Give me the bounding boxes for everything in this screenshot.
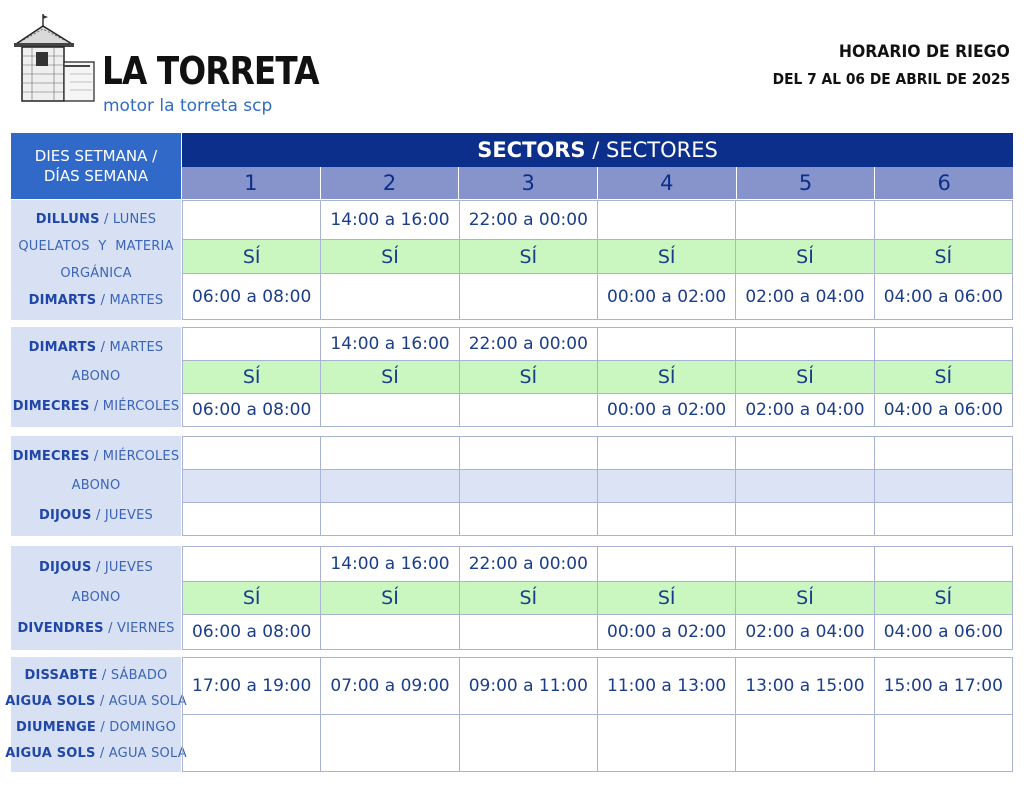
schedule-grid xyxy=(182,546,1013,650)
schedule-cell: SÍ xyxy=(182,240,320,273)
schedule-cell: 14:00 a 16:00 xyxy=(320,328,458,360)
sector-number: 6 xyxy=(875,167,1013,199)
day-label-spanish: QUELATOS Y MATERIA xyxy=(18,239,174,254)
day-label xyxy=(72,590,121,605)
schedule-cell xyxy=(459,715,597,771)
sectors-header-bold: SECTORS xyxy=(477,138,586,162)
schedule-cell xyxy=(182,547,320,581)
day-label-catalan: DIMARTS xyxy=(28,293,97,308)
schedule-cell xyxy=(182,715,320,771)
schedule-row xyxy=(182,615,1013,650)
day-label-catalan: DIMECRES xyxy=(12,449,90,465)
schedule-cell xyxy=(735,437,873,469)
schedule-cell xyxy=(320,503,458,535)
schedule-row xyxy=(182,437,1013,470)
schedule-cell: SÍ xyxy=(597,361,735,393)
schedule-cell xyxy=(597,201,735,239)
day-label-spanish: / JUEVES xyxy=(91,507,153,523)
schedule-cell xyxy=(182,503,320,535)
schedule-cell: 22:00 a 00:00 xyxy=(459,547,597,581)
schedule-cell: SÍ xyxy=(874,240,1013,273)
schedule-block xyxy=(11,200,1013,320)
schedule-cell: SÍ xyxy=(182,361,320,393)
day-label xyxy=(13,449,180,464)
schedule-cell: SÍ xyxy=(735,582,873,614)
schedule-cell: SÍ xyxy=(320,240,458,273)
sector-number: 4 xyxy=(598,167,737,199)
day-label-spanish: / SÁBADO xyxy=(97,668,168,684)
schedule-cell: SÍ xyxy=(874,582,1013,614)
schedule-cell: 13:00 a 15:00 xyxy=(735,658,873,714)
schedule-block xyxy=(11,436,1013,536)
schedule-cell: 17:00 a 19:00 xyxy=(182,658,320,714)
schedule-cell xyxy=(597,715,735,771)
schedule-cell xyxy=(597,437,735,469)
day-label-spanish: / MARTES xyxy=(96,293,164,308)
day-labels xyxy=(11,436,181,536)
sectors-header-rest: / SECTORES xyxy=(585,138,718,162)
schedule-cell xyxy=(182,201,320,239)
schedule-block xyxy=(11,327,1013,427)
sector-number: 2 xyxy=(321,167,460,199)
day-label-catalan: AIGUA SOLS xyxy=(5,745,96,761)
day-label xyxy=(5,746,187,761)
schedule-cell xyxy=(459,274,597,319)
schedule-row xyxy=(182,274,1013,320)
day-label-spanish: / DOMINGO xyxy=(96,719,176,735)
day-label xyxy=(72,369,121,384)
schedule-cell: SÍ xyxy=(459,582,597,614)
schedule-cell: 02:00 a 04:00 xyxy=(735,274,873,319)
schedule-cell: 15:00 a 17:00 xyxy=(874,658,1013,714)
schedule-cell xyxy=(320,715,458,771)
schedule-row xyxy=(182,394,1013,427)
schedule-row xyxy=(182,547,1013,582)
day-label xyxy=(16,720,176,735)
day-labels xyxy=(11,546,181,650)
schedule-cell xyxy=(320,470,458,502)
day-label-catalan: AIGUA SOLS xyxy=(5,694,96,710)
day-label-catalan: DIMARTS xyxy=(28,340,97,356)
page-title: HORARIO DE RIEGO xyxy=(839,42,1010,62)
sector-number: 3 xyxy=(459,167,598,199)
day-label-catalan: DIJOUS xyxy=(38,507,92,523)
day-label-spanish: ORGÁNICA xyxy=(60,266,132,281)
day-labels xyxy=(5,657,187,772)
schedule-cell xyxy=(459,394,597,426)
day-label-catalan: DIJOUS xyxy=(38,559,92,575)
schedule-cell: SÍ xyxy=(459,361,597,393)
sector-number-row xyxy=(182,167,1013,199)
brand-subtitle: motor la torreta scp xyxy=(103,96,273,116)
schedule-cell: SÍ xyxy=(182,582,320,614)
day-label-spanish: ABONO xyxy=(71,590,121,606)
schedule-cell xyxy=(459,470,597,502)
schedule-cell xyxy=(874,503,1013,535)
day-label xyxy=(17,621,174,636)
day-label xyxy=(25,668,168,683)
schedule-cell xyxy=(735,201,873,239)
schedule-cell xyxy=(320,274,458,319)
schedule-cell: SÍ xyxy=(735,240,873,273)
schedule-cell: 02:00 a 04:00 xyxy=(735,615,873,649)
schedule-cell xyxy=(735,328,873,360)
day-label-spanish: / MARTES xyxy=(96,340,164,356)
schedule-cell xyxy=(182,437,320,469)
day-label-spanish: ABONO xyxy=(71,369,121,385)
schedule-cell xyxy=(182,470,320,502)
days-header-line2: DÍAS SEMANA xyxy=(43,167,149,185)
sectors-header xyxy=(182,133,1013,167)
schedule-cell xyxy=(320,394,458,426)
schedule-cell xyxy=(459,503,597,535)
day-label-spanish: / AGUA SOLA xyxy=(95,745,187,761)
schedule-cell: 22:00 a 00:00 xyxy=(459,328,597,360)
schedule-cell: SÍ xyxy=(597,240,735,273)
schedule-grid xyxy=(182,200,1013,320)
schedule-cell: 11:00 a 13:00 xyxy=(597,658,735,714)
day-label xyxy=(29,293,164,308)
schedule-block xyxy=(5,657,1013,772)
day-label xyxy=(39,560,153,575)
schedule-row xyxy=(182,328,1013,361)
schedule-grid xyxy=(182,327,1013,427)
schedule-cell xyxy=(874,547,1013,581)
schedule-cell xyxy=(597,470,735,502)
schedule-cell: 00:00 a 02:00 xyxy=(597,394,735,426)
schedule-cell xyxy=(320,615,458,649)
day-label xyxy=(36,212,156,227)
schedule-row xyxy=(182,240,1013,274)
schedule-cell xyxy=(597,547,735,581)
days-column-header xyxy=(11,133,181,199)
page-subtitle: DEL 7 AL 06 DE ABRIL DE 2025 xyxy=(772,70,1010,88)
schedule-cell xyxy=(735,547,873,581)
sector-number: 5 xyxy=(737,167,876,199)
day-label-catalan: DIVENDRES xyxy=(17,621,104,637)
day-label xyxy=(72,478,121,493)
schedule-cell xyxy=(735,715,873,771)
day-label xyxy=(18,239,173,254)
schedule-row xyxy=(182,361,1013,394)
day-labels xyxy=(11,200,181,320)
schedule-row xyxy=(182,503,1013,536)
day-label xyxy=(29,340,164,355)
schedule-cell: 06:00 a 08:00 xyxy=(182,615,320,649)
schedule-cell: SÍ xyxy=(320,361,458,393)
schedule-cell: SÍ xyxy=(320,582,458,614)
schedule-cell: SÍ xyxy=(874,361,1013,393)
schedule-cell: SÍ xyxy=(459,240,597,273)
day-label xyxy=(60,266,131,281)
schedule-row xyxy=(182,470,1013,503)
day-label-catalan: DILLUNS xyxy=(35,212,100,227)
brand-name: LA TORRETA xyxy=(102,49,319,93)
schedule-cell xyxy=(182,328,320,360)
schedule-cell xyxy=(735,470,873,502)
schedule-cell xyxy=(874,328,1013,360)
schedule-cell: 06:00 a 08:00 xyxy=(182,274,320,319)
schedule-cell: 02:00 a 04:00 xyxy=(735,394,873,426)
sector-number: 1 xyxy=(182,167,321,199)
brand-logo xyxy=(10,12,319,116)
schedule-cell xyxy=(459,615,597,649)
days-header-line1: DIES SETMANA / xyxy=(34,147,158,165)
schedule-grid xyxy=(182,436,1013,536)
day-label-spanish: / MIÉRCOLES xyxy=(89,398,180,414)
day-label-catalan: DIMECRES xyxy=(12,398,90,414)
schedule-row xyxy=(182,582,1013,615)
schedule-block xyxy=(11,546,1013,650)
schedule-cell: 14:00 a 16:00 xyxy=(320,547,458,581)
day-label xyxy=(5,694,187,709)
day-label-catalan: DIUMENGE xyxy=(15,719,97,735)
tower-logo-icon xyxy=(10,12,98,104)
schedule-cell: SÍ xyxy=(735,361,873,393)
schedule-cell: 14:00 a 16:00 xyxy=(320,201,458,239)
schedule-cell: 00:00 a 02:00 xyxy=(597,274,735,319)
schedule-cell xyxy=(597,328,735,360)
schedule-row xyxy=(182,715,1013,772)
schedule-cell xyxy=(874,470,1013,502)
day-label-spanish: / JUEVES xyxy=(91,559,153,575)
day-label-catalan: DISSABTE xyxy=(24,668,98,684)
schedule-cell: 04:00 a 06:00 xyxy=(874,615,1013,649)
schedule-row xyxy=(182,658,1013,715)
schedule-grid xyxy=(182,657,1013,772)
day-label xyxy=(39,508,153,523)
schedule-cell: 04:00 a 06:00 xyxy=(874,274,1013,319)
schedule-cell xyxy=(459,437,597,469)
day-label-spanish: / LUNES xyxy=(99,212,157,227)
day-label xyxy=(13,399,180,414)
schedule-cell xyxy=(874,715,1013,771)
schedule-cell: 04:00 a 06:00 xyxy=(874,394,1013,426)
schedule-cell xyxy=(597,503,735,535)
schedule-cell xyxy=(735,503,873,535)
day-label-spanish: ABONO xyxy=(71,478,121,494)
day-label-spanish: / VIERNES xyxy=(103,621,175,637)
day-label-spanish: / AGUA SOLA xyxy=(95,694,187,710)
schedule-cell: 00:00 a 02:00 xyxy=(597,615,735,649)
schedule-cell: 09:00 a 11:00 xyxy=(459,658,597,714)
schedule-cell xyxy=(874,437,1013,469)
schedule-cell: 06:00 a 08:00 xyxy=(182,394,320,426)
schedule-cell xyxy=(874,201,1013,239)
schedule-cell: 07:00 a 09:00 xyxy=(320,658,458,714)
schedule-cell xyxy=(320,437,458,469)
day-labels xyxy=(11,327,181,427)
schedule-cell: SÍ xyxy=(597,582,735,614)
day-label-spanish: / MIÉRCOLES xyxy=(89,449,180,465)
schedule-row xyxy=(182,201,1013,240)
schedule-cell: 22:00 a 00:00 xyxy=(459,201,597,239)
